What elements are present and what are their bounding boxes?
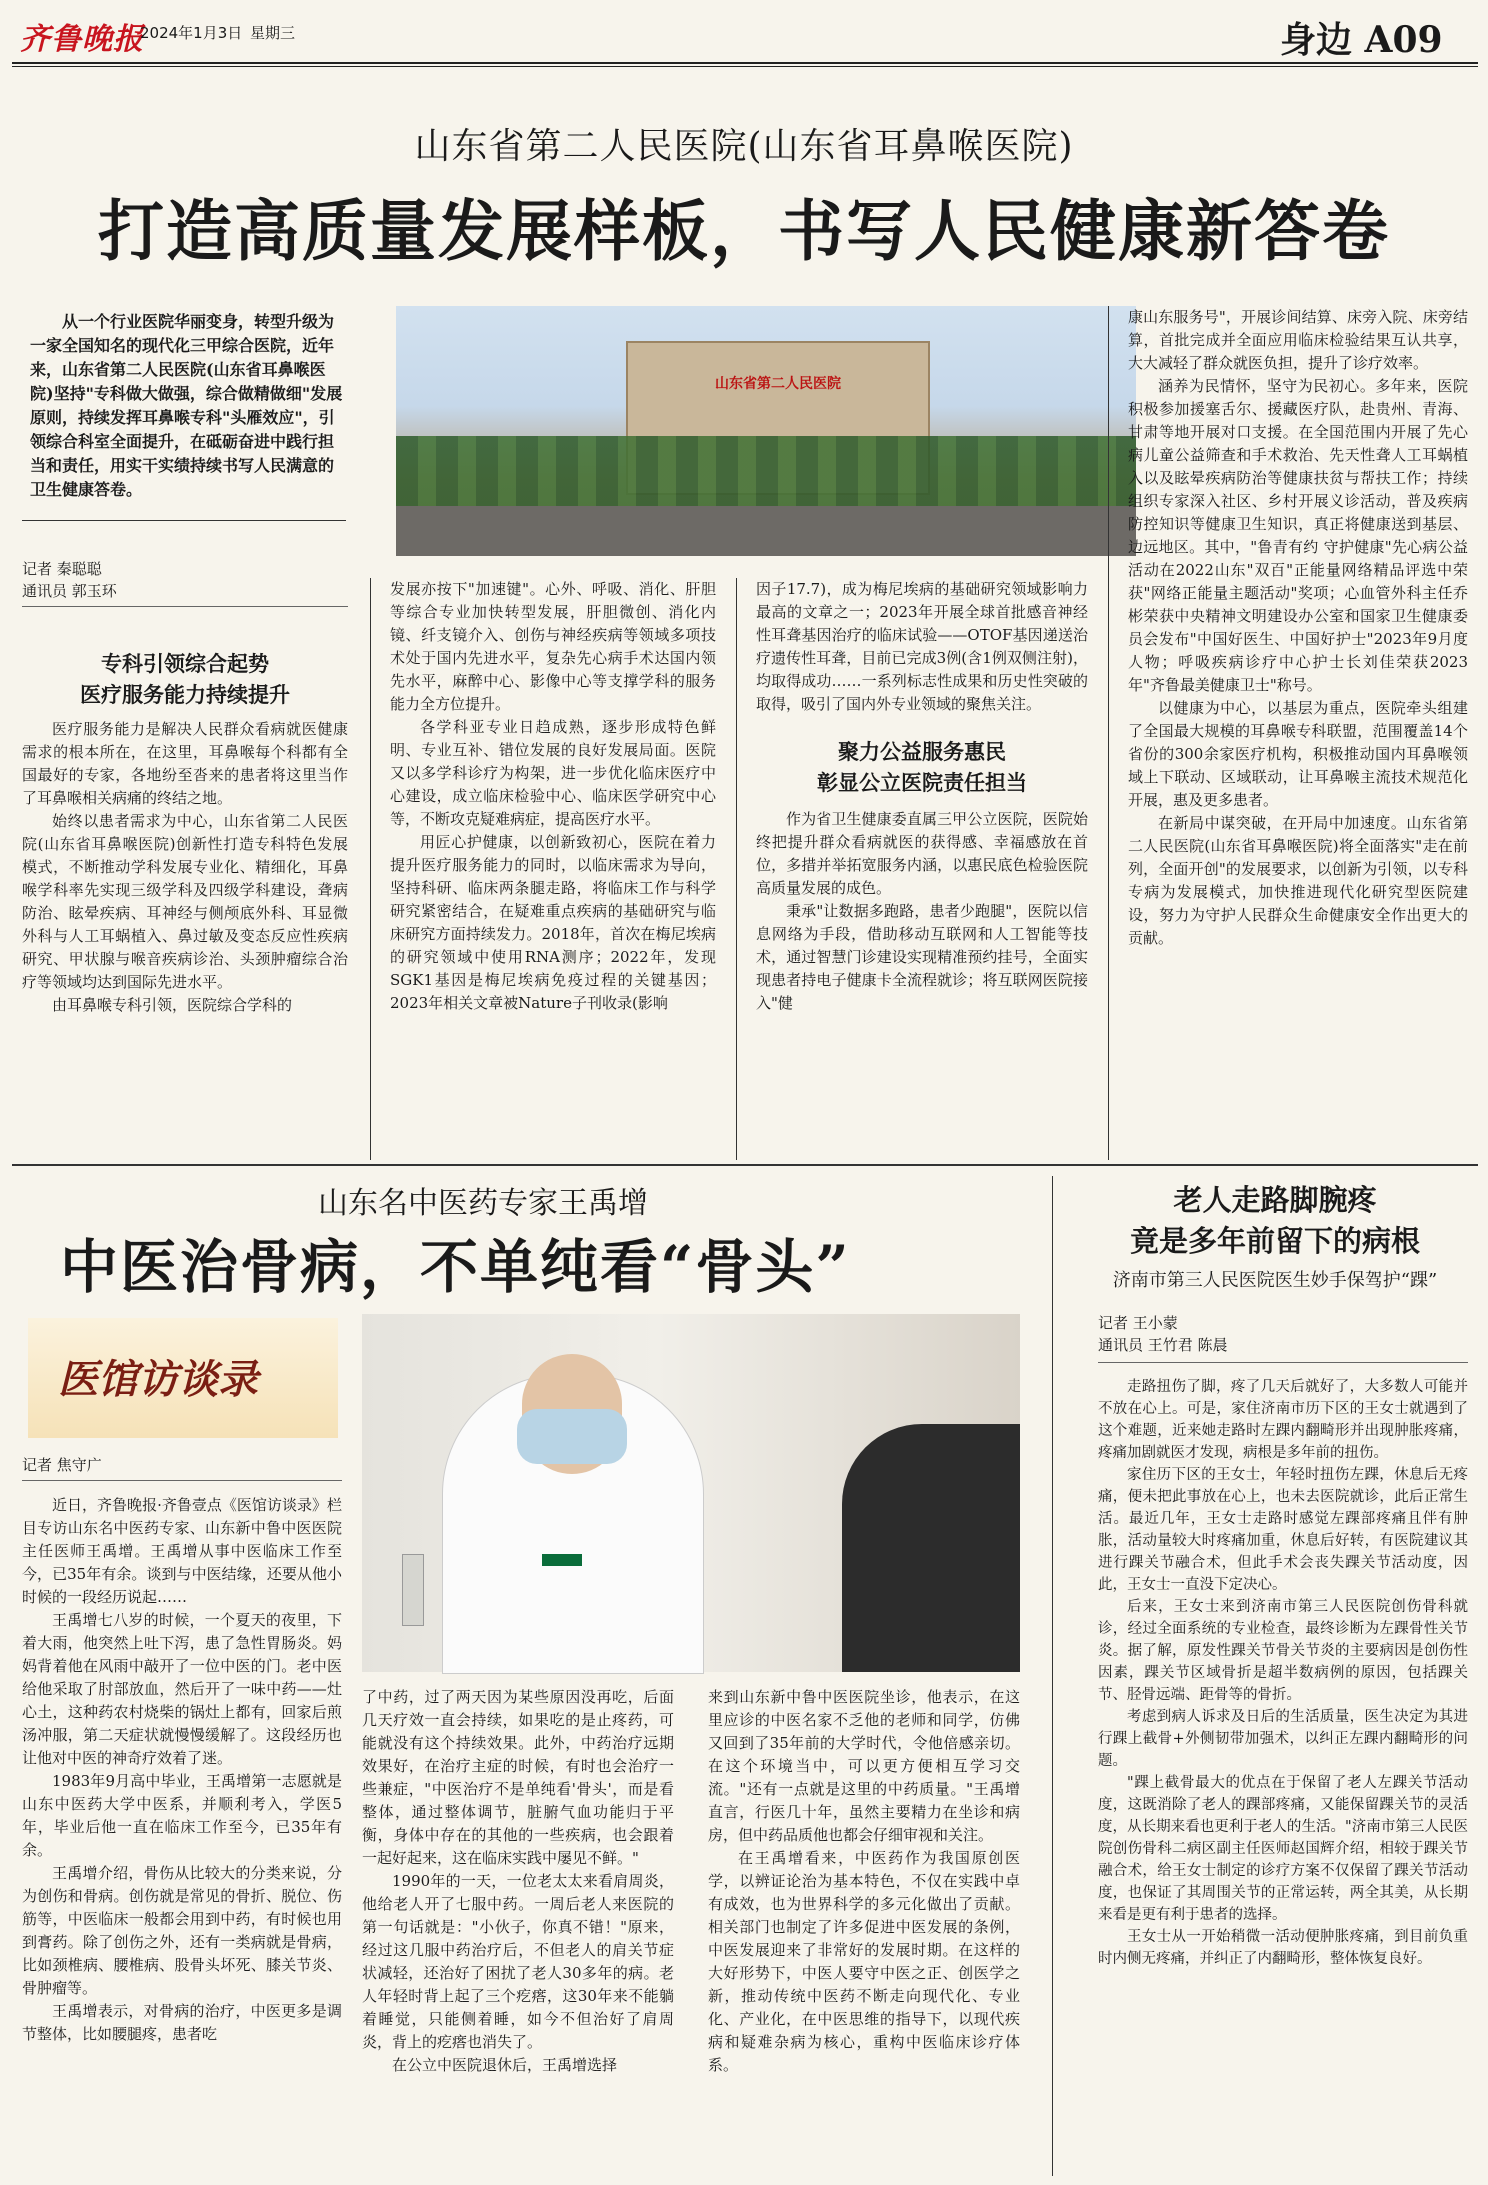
paragraph: 始终以患者需求为中心，山东省第二人民医院(山东省耳鼻喉医院)创新性打造专科特色发展模式，不断推动学科发展专业化、精细化，耳鼻喉学科率先实现三级学科及四级学科建设，聋病防治、眩晕疾病、耳神经与侧颅底外科、耳显微外科与人工耳蜗植入、鼻过敏及变态反应性疾病研究、甲状腺与喉音疾病诊治、头颈肿瘤综合治疗等领域均达到国际先进水平。 — [22, 812, 348, 991]
patient-figure — [842, 1424, 1020, 1672]
story2-column-1 — [22, 1494, 342, 2046]
story1-kicker: 山东省第二人民医院(山东省耳鼻喉医院) — [414, 126, 1074, 167]
issue-weekday: 星期三 — [250, 24, 296, 42]
byline-rule — [22, 606, 348, 607]
issue-date: 2024年1月3日 — [140, 24, 243, 42]
trees — [396, 436, 1136, 516]
masthead — [0, 0, 1488, 62]
story1-column-1 — [22, 718, 348, 1017]
paragraph: 在新局中谋突破，在开局中加速度。山东省第二人民医院(山东省耳鼻喉医院)将全面落实"走在前列，全面开创"的发展要求，以创新为引领，以专科专病为发展模式，加快推进现代化研究型医院建设，努力为守护人民群众生命健康安全作出更大的贡献。 — [1128, 814, 1468, 947]
story1-subhead-2: 聚力公益服务惠民 彰显公立医院责任担当 — [817, 739, 1027, 795]
newspaper-logo: 齐鲁晚报 — [20, 22, 144, 57]
story3-column — [1098, 1376, 1468, 1970]
hospital-photo — [396, 306, 1136, 556]
story2-kicker: 山东名中医药专家王禹增 — [318, 1186, 648, 1221]
paragraph: 因子17.7)，成为梅尼埃病的基础研究领域影响力最高的文章之一；2023年开展全球首批感音神经性耳聋基因治疗的临床试验——OTOF基因递送治疗遗传性耳聋，目前已完成3例(含1例双侧注射)，均取得成功……一系列标志性成果和历史性突破的取得，吸引了国内外专业领域的聚焦关注。 — [756, 580, 1088, 713]
story1-reporter: 记者 秦聪聪 — [22, 560, 102, 578]
paragraph: 在王禹增看来，中医药作为我国原创医学，以辨证论治为基本特色，不仅在实践中卓有成效，也为世界科学的多元化做出了贡献。相关部门也制定了许多促进中医发展的条例，中医发展迎来了非常好的发展时期。在这样的大好形势下，中医人要守中医之正、创医学之新，推动传统中医药不断走向现代化、专业化、产业化，在中医思维的指导下，以现代疾病和疑难杂病为核心，重构中医临床诊疗体系。 — [708, 1849, 1020, 2074]
hospital-sign: 山东省第二人民医院 — [715, 376, 841, 392]
story2-headline: 中医治骨病，不单纯看“骨头” — [60, 1233, 851, 1301]
paragraph: 考虑到病人诉求及日后的生活质量，医生决定为其进行踝上截骨+外侧韧带加强术，以纠正左踝内翻畸形的问题。 — [1098, 1709, 1468, 1769]
paragraph: 涵养为民情怀，坚守为民初心。多年来，医院积极参加援塞舌尔、援藏医疗队，赴贵州、青海、甘肃等地开展对口支援。在全国范围内开展了先心病儿童公益筛查和手术救治、先天性聋人工耳蜗植入以及眩晕疾病防治等健康扶贫与帮扶工作；持续组织专家深入社区、乡村开展义诊活动，普及疾病防控知识等健康卫生知识，真正将健康送到基层、边远地区。其中，"鲁青有约 守护健康"先心病公益活动在2022山东"双百"正能量网络精品评选中荣获"网络正能量主题活动"奖项；心血管外科主任乔彬荣获中央精神文明建设办公室和国家卫生健康委员会发布"中国好医生、中国好护士"2023年9月度人物；呼吸疾病诊疗中心护士长刘佳荣获2023年"齐鲁最美健康卫士"称号。 — [1128, 377, 1468, 694]
paragraph: 用匠心护健康，以创新致初心，医院在着力提升医疗服务能力的同时，以临床需求为导向，坚持科研、临床两条腿走路，将临床工作与科学研究紧密结合，在疑难重点疾病的基础研究与临床研究方面持续发力。2018年，首次在梅尼埃病的研究领域中使用RNA测序；2022年，发现SGK1基因是梅尼埃病免疫过程的关键基因；2023年相关文章被Nature子刊收录(影响 — [390, 833, 716, 1012]
interview-photo — [362, 1314, 1020, 1672]
column-badge-title: 医馆访谈录 — [58, 1356, 258, 1403]
byline-rule — [22, 1480, 342, 1481]
story1-subhead-1: 专科引领综合起势 医疗服务能力持续提升 — [80, 651, 290, 707]
story1-column-2 — [390, 578, 716, 1015]
paragraph: 家住历下区的王女士，年轻时扭伤左踝，休息后无疼痛，便未把此事放在心上，也未去医院就诊，此后正常生活。最近几年，王女士走路时感觉左踝部疼痛且伴有肿胀，活动量较大时疼痛加重，休息后好转，有医院建议其进行踝关节融合术，但此手术会丧失踝关节活动度，因此，王女士一直没下定决心。 — [1098, 1467, 1468, 1593]
paragraph: 王禹增表示，对骨病的治疗，中医更多是调节整体，比如腰腿疼，患者吃 — [22, 2002, 342, 2043]
paragraph: 来到山东新中鲁中医医院坐诊，他表示，在这里应诊的中医名家不乏他的老师和同学，仿佛又回到了35年前的大学时代，令他倍感亲切。在这个环境当中，可以更方便相互学习交流。"还有一点就是这里的中药质量。"王禹增直言，行医几十年，虽然主要精力在坐诊和病房，但中药品质他也都会仔细审视和关注。 — [708, 1688, 1020, 1844]
paragraph: 康山东服务号"，开展诊间结算、床旁入院、床旁结算，首批完成并全面应用临床检验结果互认共享，大大减轻了群众就医负担，提升了诊疗效率。 — [1128, 308, 1468, 372]
story3-subhead: 济南市第三人民医院医生妙手保驾护“踝” — [1112, 1270, 1438, 1291]
face-mask — [517, 1409, 627, 1464]
paragraph: 走路扭伤了脚，疼了几天后就好了，大多数人可能并不放在心上。可是，家住济南市历下区的王女士就遇到了这个难题，近来她走路时左踝内翻畸形并出现肿胀疼痛，疼痛加剧就医才发现，病根是多年前的扭伤。 — [1098, 1379, 1468, 1461]
story1-column-4 — [1128, 306, 1468, 950]
road — [396, 506, 1136, 556]
story3-correspondent: 通讯员 王竹君 陈晨 — [1098, 1336, 1228, 1354]
story1-column-3 — [756, 578, 1088, 1015]
paragraph: 以健康为中心，以基层为重点，医院牵头组建了全国最大规模的耳鼻喉专科联盟，范围覆盖14个省份的300余家医疗机构，积极推动国内耳鼻喉领域上下联动、区域联动，让耳鼻喉主流技术规范化开展，惠及更多患者。 — [1128, 699, 1468, 809]
story1-correspondent: 通讯员 郭玉环 — [22, 582, 117, 600]
masthead-rule-thin — [12, 66, 1478, 67]
paragraph: 医疗服务能力是解决人民群众看病就医健康需求的根本所在，在这里，耳鼻喉每个科都有全国最好的专家，各地纷至沓来的患者将这里当作了耳鼻喉相关病痛的终结之地。 — [22, 720, 348, 807]
story-divider — [12, 1164, 1478, 1166]
masthead-rule — [12, 62, 1478, 64]
column-divider — [736, 578, 737, 1160]
paragraph: 了中药，过了两天因为某些原因没再吃，后面几天疗效一直会持续，如果吃的是止疼药，可能就没有这个持续效果。此外，中药治疗远期效果好，在治疗主症的时候，有时也会治疗一些兼症，"中医治疗不是单纯看'骨头'，而是看整体，通过整体调节，脏腑气血功能归于平衡，身体中存在的其他的一些疾病，也会跟着一起好起来，这在临床实践中屡见不鲜。" — [362, 1688, 674, 1867]
paragraph: 后来，王女士来到济南市第三人民医院创伤骨科就诊，经过全面系统的专业检查，最终诊断为左踝骨性关节炎。据了解，原发性踝关节骨关节炎的主要病因是创伤性因素，踝关节区域骨折是超半数病例的原因，包括踝关节、胫骨远端、距骨等的骨折。 — [1098, 1599, 1468, 1703]
water-bottle — [402, 1554, 424, 1626]
story1-lead — [30, 310, 346, 502]
story1-lead-text: 从一个行业医院华丽变身，转型升级为一家全国知名的现代化三甲综合医院，近年来，山东省第二人民医院(山东省耳鼻喉医院)坚持"专科做大做强，综合做精做细"发展原则，持续发挥耳鼻喉专科"头雁效应"，引领综合科室全面提升，在砥砺奋进中践行担当和责任，用实干实绩持续书写人民满意的卫生健康答卷。 — [30, 312, 343, 499]
lead-rule — [22, 520, 346, 521]
paragraph: 王女士从一开始稍微一活动便肿胀疼痛，到目前负重时内侧无疼痛，并纠正了内翻畸形，整体恢复良好。 — [1098, 1929, 1468, 1967]
paragraph: 由耳鼻喉专科引领，医院综合学科的 — [52, 996, 293, 1014]
paragraph: 发展亦按下"加速键"。心外、呼吸、消化、肝胆等综合专业加快转型发展，肝胆微创、消化内镜、纤支镜介入、创伤与神经疾病等领域多项技术处于国内先进水平，复杂先心病手术达国内领先水平，麻醉中心、影像中心等支撑学科的服务能力全方位提升。 — [390, 580, 716, 713]
paragraph: 1983年9月高中毕业，王禹增第一志愿就是山东中医药大学中医系，并顺利考入，学医5年，毕业后他一直在临床工作至今，已35年有余。 — [22, 1772, 342, 1859]
story3-reporter: 记者 王小蒙 — [1098, 1314, 1178, 1332]
paragraph: 王禹增七八岁的时候，一个夏天的夜里，下着大雨，他突然上吐下泻，患了急性胃肠炎。妈妈背着他在风雨中敲开了一位中医的门。老中医给他采取了肘部放血，然后开了一味中药——灶心土，这种药农村烧柴的锅灶上都有，回家后煎汤冲服，第二天症状就慢慢缓解了。这段经历也让他对中医的神奇疗效着了迷。 — [22, 1611, 342, 1767]
byline-rule — [1098, 1362, 1468, 1363]
column-divider — [1052, 1176, 1053, 2176]
column-badge — [28, 1318, 338, 1438]
paragraph: 近日，齐鲁晚报·齐鲁壹点《医馆访谈录》栏目专访山东名中医药专家、山东新中鲁中医医院主任医师王禹增。王禹增从事中医临床工作至今，已35年有余。谈到与中医结缘，还要从他小时候的一段经历说起…… — [22, 1496, 342, 1606]
paragraph: 在公立中医院退休后，王禹增选择 — [392, 2056, 618, 2074]
paragraph: 秉承"让数据多跑路，患者少跑腿"，医院以信息网络为手段，借助移动互联网和人工智能等技术，通过智慧门诊建设实现精准预约挂号，全面实现患者持电子健康卡全流程就诊；将互联网医院接入"健 — [756, 902, 1088, 1012]
paragraph: 王禹增介绍，骨伤从比较大的分类来说，分为创伤和骨病。创伤就是常见的骨折、脱位、伤筋等，中医临床一般都会用到中药，有时候也用到膏药。除了创伤之外，还有一类病就是骨病，比如颈椎病、腰椎病、股骨头坏死、膝关节炎、骨肿瘤等。 — [22, 1864, 342, 1997]
paragraph: "踝上截骨最大的优点在于保留了老人左踝关节活动度，这既消除了老人的踝部疼痛，又能保留踝关节的灵活度，从长期来看也更利于老人的生活。"济南市第三人民医院创伤骨科二病区副主任医师赵国辉介绍，相较于踝关节融合术，给王女士制定的诊疗方案不仅保留了踝关节活动度，也保证了其周围关节的正常运转，两全其美，从长期来看是更有利于患者的选择。 — [1098, 1775, 1468, 1923]
story1-headline: 打造高质量发展样板，书写人民健康新答卷 — [98, 192, 1390, 270]
story3-headline: 老人走路脚腕疼 竟是多年前留下的病根 — [1129, 1183, 1420, 1258]
paragraph: 1990年的一天，一位老太太来看肩周炎，他给老人开了七服中药。一周后老人来医院的第一句话就是："小伙子，你真不错！"原来，经过这几服中药治疗后，不但老人的肩关节症状减轻，还治好了困扰了老人30多年的病。老人年轻时背上起了三个疙瘩，这30年来不能躺着睡觉，只能侧着睡，如今不但治好了肩周炎，背上的疙瘩也消失了。 — [362, 1872, 674, 2051]
story2-column-2 — [362, 1686, 674, 2077]
paragraph: 作为省卫生健康委直属三甲公立医院，医院始终把提升群众看病就医的获得感、幸福感放在首位，多措并举拓宽服务内涵，以惠民底色检验医院高质量发展的成色。 — [756, 810, 1088, 897]
column-divider — [370, 578, 371, 1160]
column-divider — [1108, 306, 1109, 1160]
story2-column-3 — [708, 1686, 1020, 2077]
page-section: 身边 A09 — [1280, 19, 1443, 61]
paragraph: 各学科亚专业日趋成熟，逐步形成特色鲜明、专业互补、错位发展的良好发展局面。医院又以多学科诊疗为构架，进一步优化临床医疗中心建设，成立临床检验中心、临床医学研究中心等，不断攻克疑难病症，提高医疗水平。 — [390, 718, 716, 828]
story2-reporter: 记者 焦守广 — [22, 1456, 102, 1474]
coat-logo — [542, 1554, 582, 1566]
